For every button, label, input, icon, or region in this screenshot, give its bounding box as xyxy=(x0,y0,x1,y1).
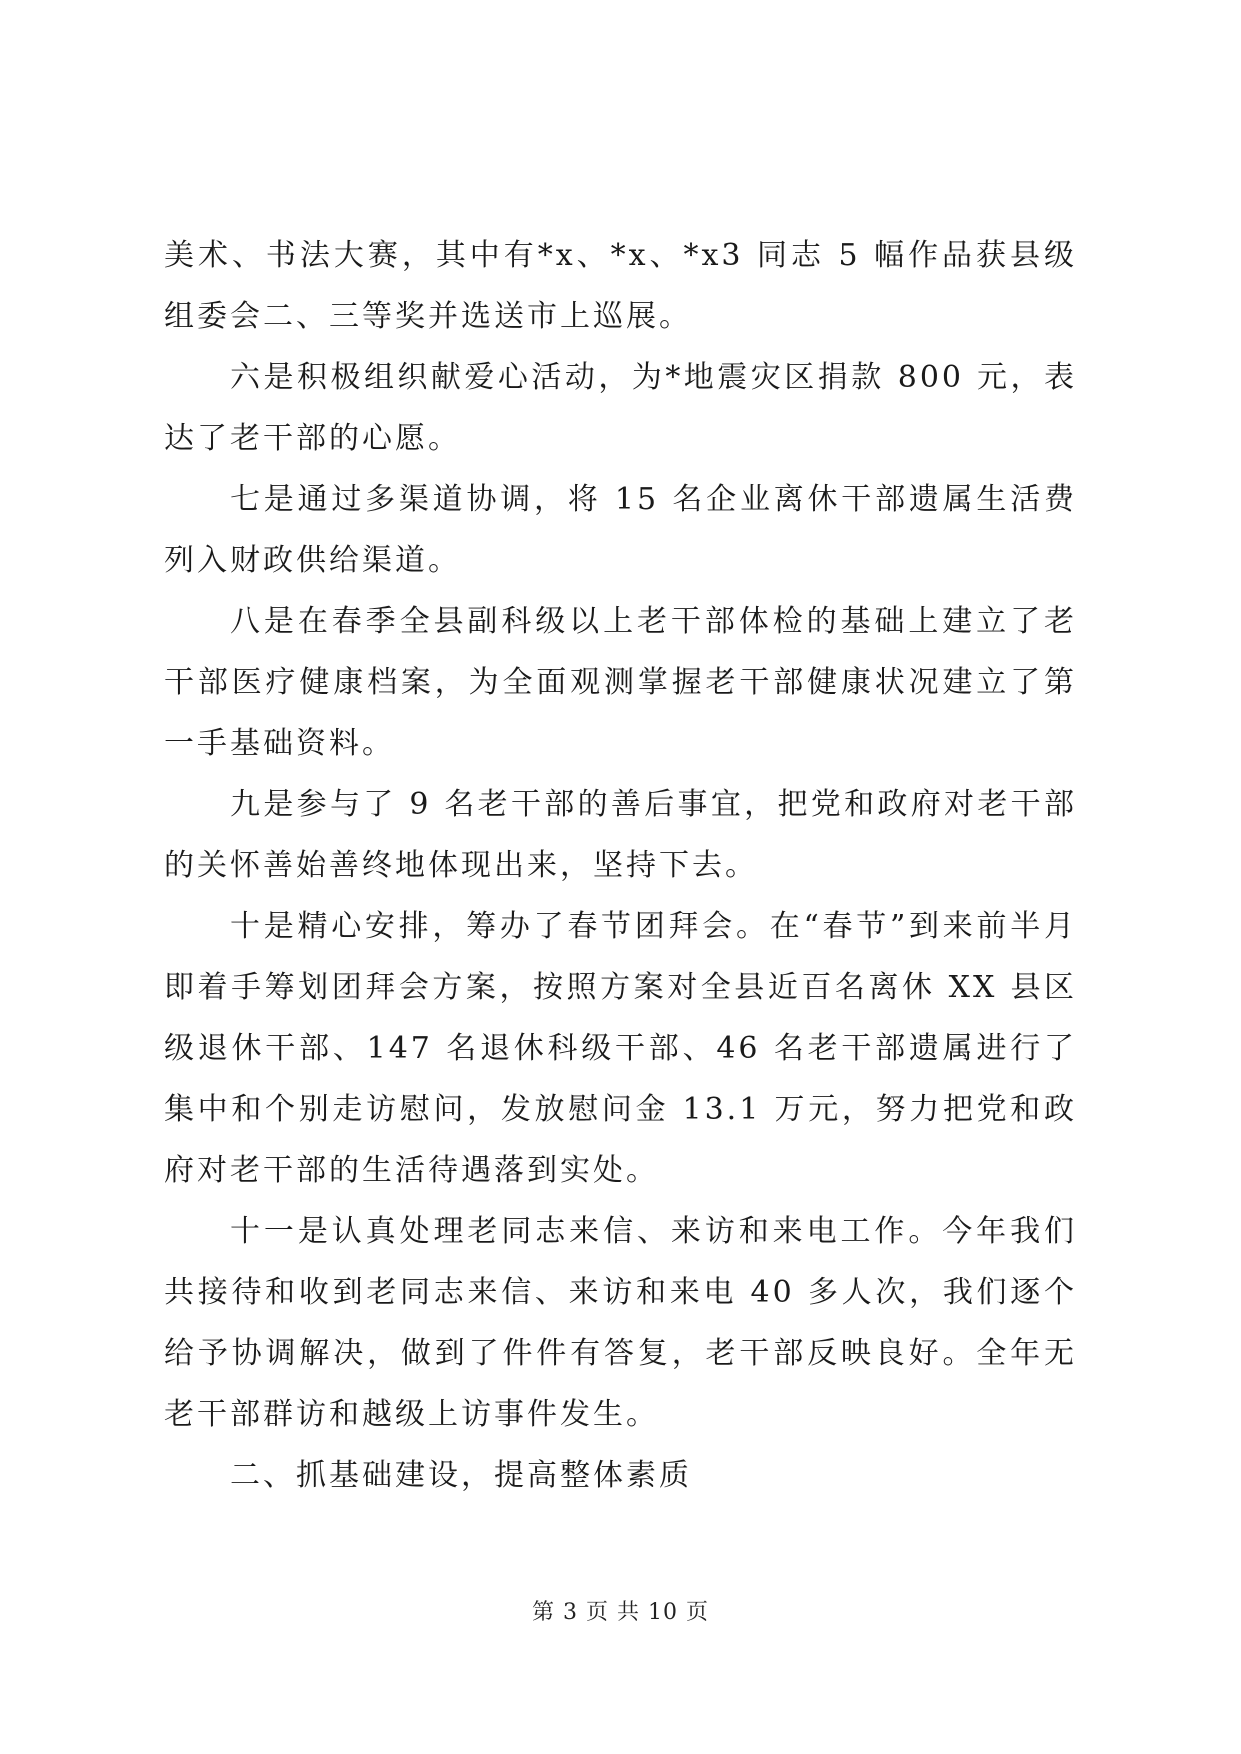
paragraph: 七是通过多渠道协调，将 15 名企业离休干部遗属生活费列入财政供给渠道。 xyxy=(164,482,1077,578)
paragraph: 十一是认真处理老同志来信、来访和来电工作。今年我们共接待和收到老同志来信、来访和来电 40 多人次，我们逐个给予协调解决，做到了件件有答复，老干部反映良好。全年无老干部群访和越级上访事件发生。 xyxy=(164,1214,1077,1432)
paragraph: 十是精心安排，筹办了春节团拜会。在“春节”到来前半月即着手筹划团拜会方案，按照方案对全县近百名离休 XX 县区级退休干部、147 名退休科级干部、46 名老干部遗属进行了集中和个别走访慰问，发放慰问金 13.1 万元，努力把党和政府对老干部的生活待遇落到实处。 xyxy=(164,909,1077,1188)
paragraph: 九是参与了 9 名老干部的善后事宜，把党和政府对老干部的关怀善始善终地体现出来，坚持下去。 xyxy=(164,787,1077,883)
paragraph: 六是积极组织献爱心活动，为*地震灾区捐款 800 元，表达了老干部的心愿。 xyxy=(164,360,1077,456)
page-footer: 第 3 页 共 10 页 xyxy=(532,1600,709,1625)
paragraph: 八是在春季全县副科级以上老干部体检的基础上建立了老干部医疗健康档案，为全面观测掌握老干部健康状况建立了第一手基础资料。 xyxy=(164,604,1077,761)
paragraph: 美术、书法大赛，其中有*x、*x、*x3 同志 5 幅作品获县级组委会二、三等奖并选送市上巡展。 xyxy=(164,238,1077,334)
section-heading: 二、抓基础建设，提高整体素质 xyxy=(230,1458,692,1493)
document-body xyxy=(164,225,1077,1506)
